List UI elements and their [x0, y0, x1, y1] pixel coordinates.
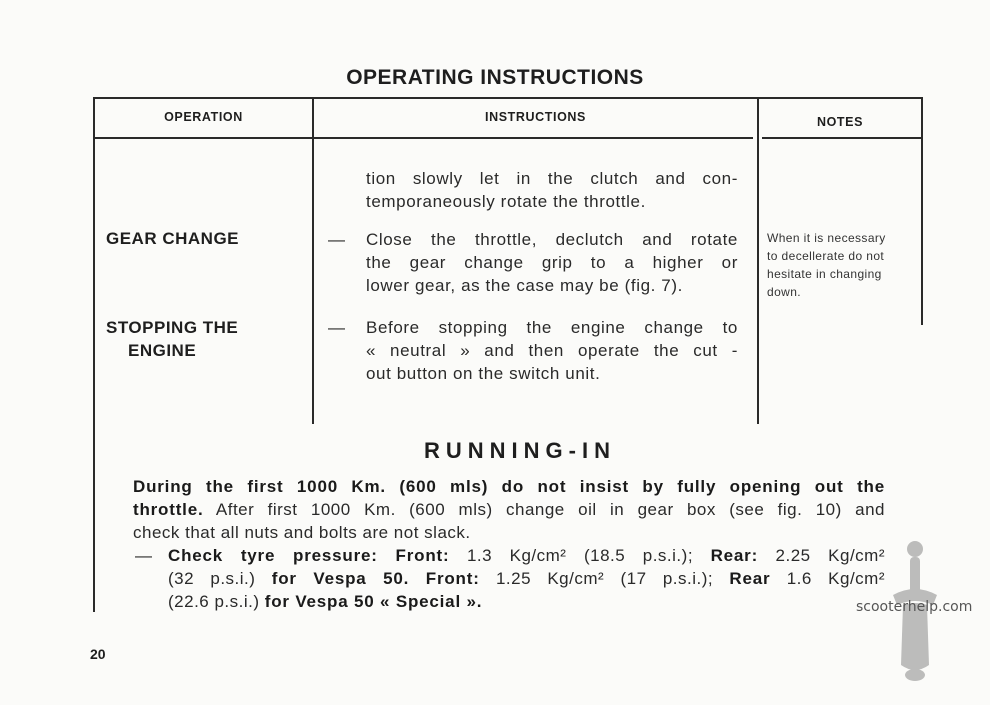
tyre-pressure-paragraph	[135, 544, 885, 613]
bold-text: throttle.	[133, 500, 204, 519]
column-header-notes: NOTES	[816, 115, 864, 129]
running-in-paragraph	[133, 475, 885, 544]
paragraph-line	[133, 498, 885, 521]
column-header-instructions: INSTRUCTIONS	[485, 110, 586, 124]
instruction-line: lower gear, as the case may be (fig. 7).	[366, 276, 683, 295]
note-gear-change	[767, 229, 913, 301]
page-number: 20	[90, 646, 106, 662]
table-left-rule	[93, 97, 95, 612]
instruction-stopping-engine	[328, 316, 738, 385]
operation-gear-change: GEAR CHANGE	[106, 229, 240, 248]
dash-bullet: —	[135, 546, 153, 565]
instruction-line: out button on the switch unit.	[366, 364, 601, 383]
instruction-gear-change	[328, 228, 738, 297]
instruction-line: tion slowly let in the clutch and con-	[366, 169, 738, 188]
header-underline-notes	[762, 137, 921, 139]
header-underline-instructions	[314, 137, 753, 139]
bold-text: for Vespa 50 « Special ».	[264, 592, 483, 611]
note-line: down.	[767, 285, 802, 299]
table-right-rule	[921, 97, 923, 325]
instruction-line: « neutral » and then operate the cut -	[366, 341, 738, 360]
body-text: (22.6 p.s.i.)	[168, 592, 265, 611]
paragraph-line	[168, 567, 885, 590]
table-top-rule	[94, 97, 922, 99]
column-header-operation: OPERATION	[164, 110, 243, 124]
bold-text: Rear	[729, 569, 771, 588]
dash-bullet: —	[328, 318, 346, 337]
header-underline-operation	[95, 137, 312, 139]
paragraph-line	[168, 590, 885, 613]
instruction-continuation	[366, 167, 738, 213]
note-line: When it is necessary	[767, 231, 886, 245]
watermark-text: scooterhelp.com	[856, 599, 973, 615]
table-col-divider-2	[757, 99, 759, 424]
table-col-divider-1	[312, 99, 314, 424]
operation-label-line: STOPPING THE	[106, 318, 239, 337]
body-text: 1.6 Kg/cm²	[770, 569, 885, 588]
bold-text: Rear:	[710, 546, 759, 565]
instruction-line: the gear change grip to a higher or	[366, 253, 738, 272]
paragraph-line	[133, 475, 885, 498]
operation-label-line: ENGINE	[128, 341, 197, 360]
body-text: (32 p.s.i.)	[168, 569, 272, 588]
bold-text: During the first 1000 Km. (600 mls) do not insist by fully opening out the	[133, 477, 885, 496]
page-title: OPERATING INSTRUCTIONS	[346, 66, 644, 89]
running-in-title: RUNNING-IN	[424, 438, 616, 463]
note-line: hesitate in changing	[767, 267, 882, 281]
instruction-line: Close the throttle, declutch and rotate	[366, 230, 738, 249]
body-text: After first 1000 Km. (600 mls) change oil in gear box (see fig. 10) and	[203, 500, 885, 519]
bold-text: for Vespa 50. Front:	[271, 569, 480, 588]
instruction-line: Before stopping the engine change to	[366, 318, 738, 337]
note-line: to decellerate do not	[767, 249, 885, 263]
dash-bullet: —	[328, 230, 346, 249]
body-text: 1.25 Kg/cm² (17 p.s.i.);	[479, 569, 730, 588]
paragraph-line	[168, 544, 885, 567]
body-text: 1.3 Kg/cm² (18.5 p.s.i.);	[449, 546, 711, 565]
bold-text: Check tyre pressure: Front:	[168, 546, 450, 565]
operation-stopping-engine	[106, 316, 238, 362]
paragraph-line: check that all nuts and bolts are not slack.	[133, 523, 471, 542]
body-text: 2.25 Kg/cm²	[758, 546, 885, 565]
instruction-line: temporaneously rotate the throttle.	[366, 192, 646, 211]
